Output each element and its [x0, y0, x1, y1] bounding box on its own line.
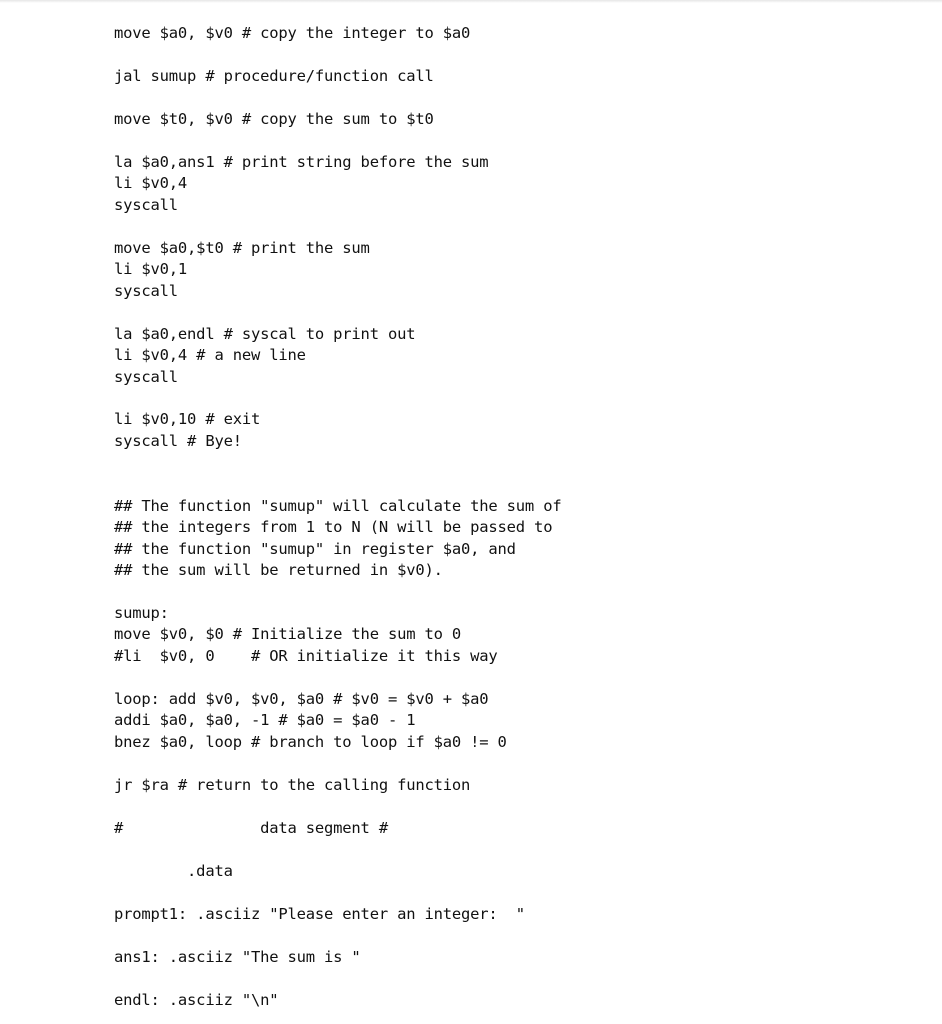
code-line: li $v0,10 # exit	[114, 410, 261, 428]
code-line: li $v0,4 # a new line	[114, 346, 306, 364]
comment-line: ## the integers from 1 to N (N will be passed to	[114, 518, 553, 536]
code-line: la $a0,endl # syscal to print out	[114, 325, 416, 343]
code-line: move $a0,$t0 # print the sum	[114, 239, 370, 257]
code-line: bnez $a0, loop # branch to loop if $a0 != 0	[114, 733, 507, 751]
code-line: syscall	[114, 282, 178, 300]
code-line: addi $a0, $a0, -1 # $a0 = $a0 - 1	[114, 711, 416, 729]
directive-line: .data	[114, 862, 233, 880]
comment-line: ## the function "sumup" in register $a0, and	[114, 540, 516, 558]
code-line: ans1: .asciiz "The sum is "	[114, 948, 361, 966]
comment-line: ## the sum will be returned in $v0).	[114, 561, 443, 579]
code-line: jal sumup # procedure/function call	[114, 67, 434, 85]
label-line: sumup:	[114, 604, 169, 622]
code-line: syscall	[114, 196, 178, 214]
code-line: li $v0,1	[114, 260, 188, 278]
code-line: prompt1: .asciiz "Please enter an integer: "	[114, 905, 525, 923]
code-line: syscall	[114, 368, 178, 386]
code-line: move $a0, $v0 # copy the integer to $a0	[114, 24, 471, 42]
code-line: syscall # Bye!	[114, 432, 242, 450]
code-line: li $v0,4	[114, 174, 188, 192]
code-line: move $v0, $0 # Initialize the sum to 0	[114, 625, 462, 643]
comment-line: # data segment #	[114, 819, 388, 837]
code-line: move $t0, $v0 # copy the sum to $t0	[114, 110, 434, 128]
code-line: la $a0,ans1 # print string before the sum	[114, 153, 489, 171]
page-top-edge	[0, 0, 942, 3]
code-line: loop: add $v0, $v0, $a0 # $v0 = $v0 + $a0	[114, 690, 489, 708]
code-line: #li $v0, 0 # OR initialize it this way	[114, 647, 498, 665]
comment-line: ## The function "sumup" will calculate the sum of	[114, 497, 562, 515]
code-line: endl: .asciiz "\n"	[114, 991, 279, 1009]
code-line: jr $ra # return to the calling function	[114, 776, 471, 794]
